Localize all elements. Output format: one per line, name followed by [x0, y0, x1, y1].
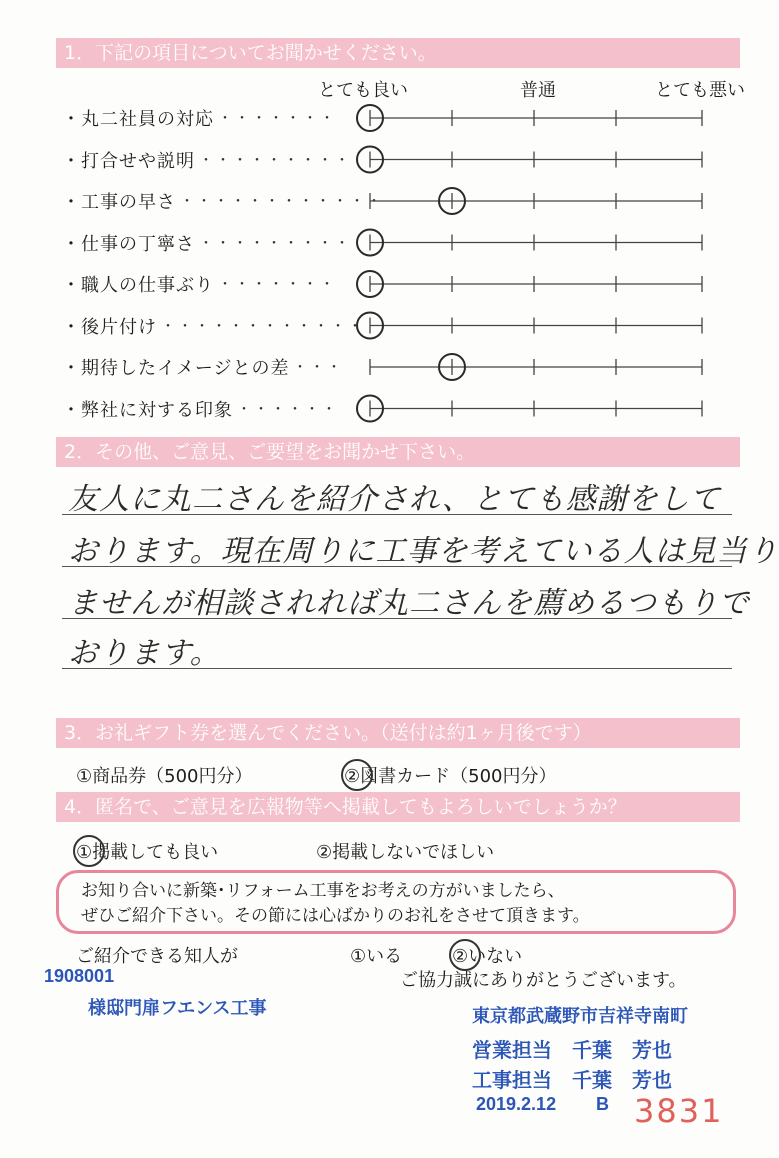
section2-header: 2．その他、ご意見、ご要望をお聞かせ下さい。: [56, 437, 740, 467]
rating-item-label: ・職人の仕事ぶり: [62, 275, 214, 296]
rating-item-dots: ・・・・・・・: [218, 111, 337, 127]
rating-item-label: ・丸二社員の対応: [62, 109, 214, 130]
comment-line-2: おります。現在周りに工事を考えている人は見当り: [68, 534, 779, 569]
rating-item-label: ・期待したイメージとの差: [62, 358, 290, 379]
stamp-date: 2019.2.12: [476, 1094, 557, 1114]
referral-option-1[interactable]: ①いる: [350, 946, 403, 967]
rating-scales: [0, 0, 775, 440]
stamp-code: 1908001: [44, 966, 115, 986]
rating-item-label: ・工事の早さ: [62, 192, 176, 213]
stamp-address: 東京都武蔵野市吉祥寺南町: [472, 1006, 688, 1026]
section3-header: 3．お礼ギフト券を選んでください。（送付は約1ヶ月後です）: [56, 718, 740, 748]
rating-item-label: ・弊社に対する印象: [62, 399, 233, 421]
scale-neutral-label: 普通: [520, 80, 556, 101]
stamp-project: 様邸門扉フエンス工事: [88, 998, 267, 1018]
referral-option-2[interactable]: ②いない: [452, 946, 523, 967]
rating-item-label: ・仕事の丁寧さ: [62, 233, 195, 255]
scale-worst-label: とても悪い: [655, 80, 745, 101]
referral-question: ご紹介できる知人が: [76, 946, 238, 967]
gift-option-1[interactable]: ①商品券（500円分）: [76, 766, 253, 787]
comment-rule-2: [62, 566, 732, 567]
stamp-class: B: [596, 1094, 609, 1114]
rating-item-dots: ・・・・・・: [237, 401, 339, 418]
referral-box-line-1: お知り合いに新築･リフォーム工事をお考えの方がいましたら、: [81, 881, 565, 901]
comment-rule-3: [62, 618, 732, 619]
comment-rule-1: [62, 514, 732, 515]
comment-line-4: おります。: [68, 636, 221, 671]
comment-line-1: 友人に丸二さんを紹介され、とても感謝をして: [68, 482, 721, 517]
handwritten-number: 3831: [634, 1092, 724, 1130]
stamp-sales: 営業担当 千葉 芳也: [472, 1040, 672, 1062]
gift-selected-circle: [341, 759, 373, 791]
comment-line-3: ませんが相談されれば丸二さんを薦めるつもりで: [68, 586, 750, 621]
rating-item-dots: ・・・: [293, 360, 344, 376]
rating-item-dots: ・・・・・・・・・: [199, 152, 352, 169]
scale-best-label: とても良い: [318, 80, 408, 101]
referral-box: [56, 870, 736, 934]
rating-item-dots: ・・・・・・・・・・・・: [180, 194, 384, 210]
stamp-construction: 工事担当 千葉 芳也: [472, 1070, 672, 1092]
rating-item-label: ・打合せや説明: [62, 150, 195, 172]
publish-selected-circle: [73, 835, 105, 867]
rating-item-dots: ・・・・・・・・・・・・: [161, 318, 365, 335]
comment-rule-4: [62, 668, 732, 669]
rating-item-dots: ・・・・・・・・・: [199, 235, 352, 252]
section1-header: 1．下記の項目についてお聞かせください。: [56, 38, 740, 68]
rating-item-dots: ・・・・・・・: [218, 277, 337, 293]
publish-option-2[interactable]: ②掲載しないでほしい: [316, 842, 495, 863]
section4-header: 4．匿名で、ご意見を広報物等へ掲載してもよろしいでしょうか？: [56, 792, 740, 822]
referral-box-line-2: ぜひご紹介下さい。その節には心ばかりのお礼をさせて頂きます。: [81, 906, 590, 926]
publish-option-1[interactable]: ①掲載しても良い: [76, 842, 219, 863]
rating-item-label: ・後片付け: [62, 316, 157, 338]
thanks-text: ご協力誠にありがとうございます。: [400, 970, 687, 991]
gift-option-2[interactable]: ②図書カード（500円分）: [344, 766, 557, 787]
